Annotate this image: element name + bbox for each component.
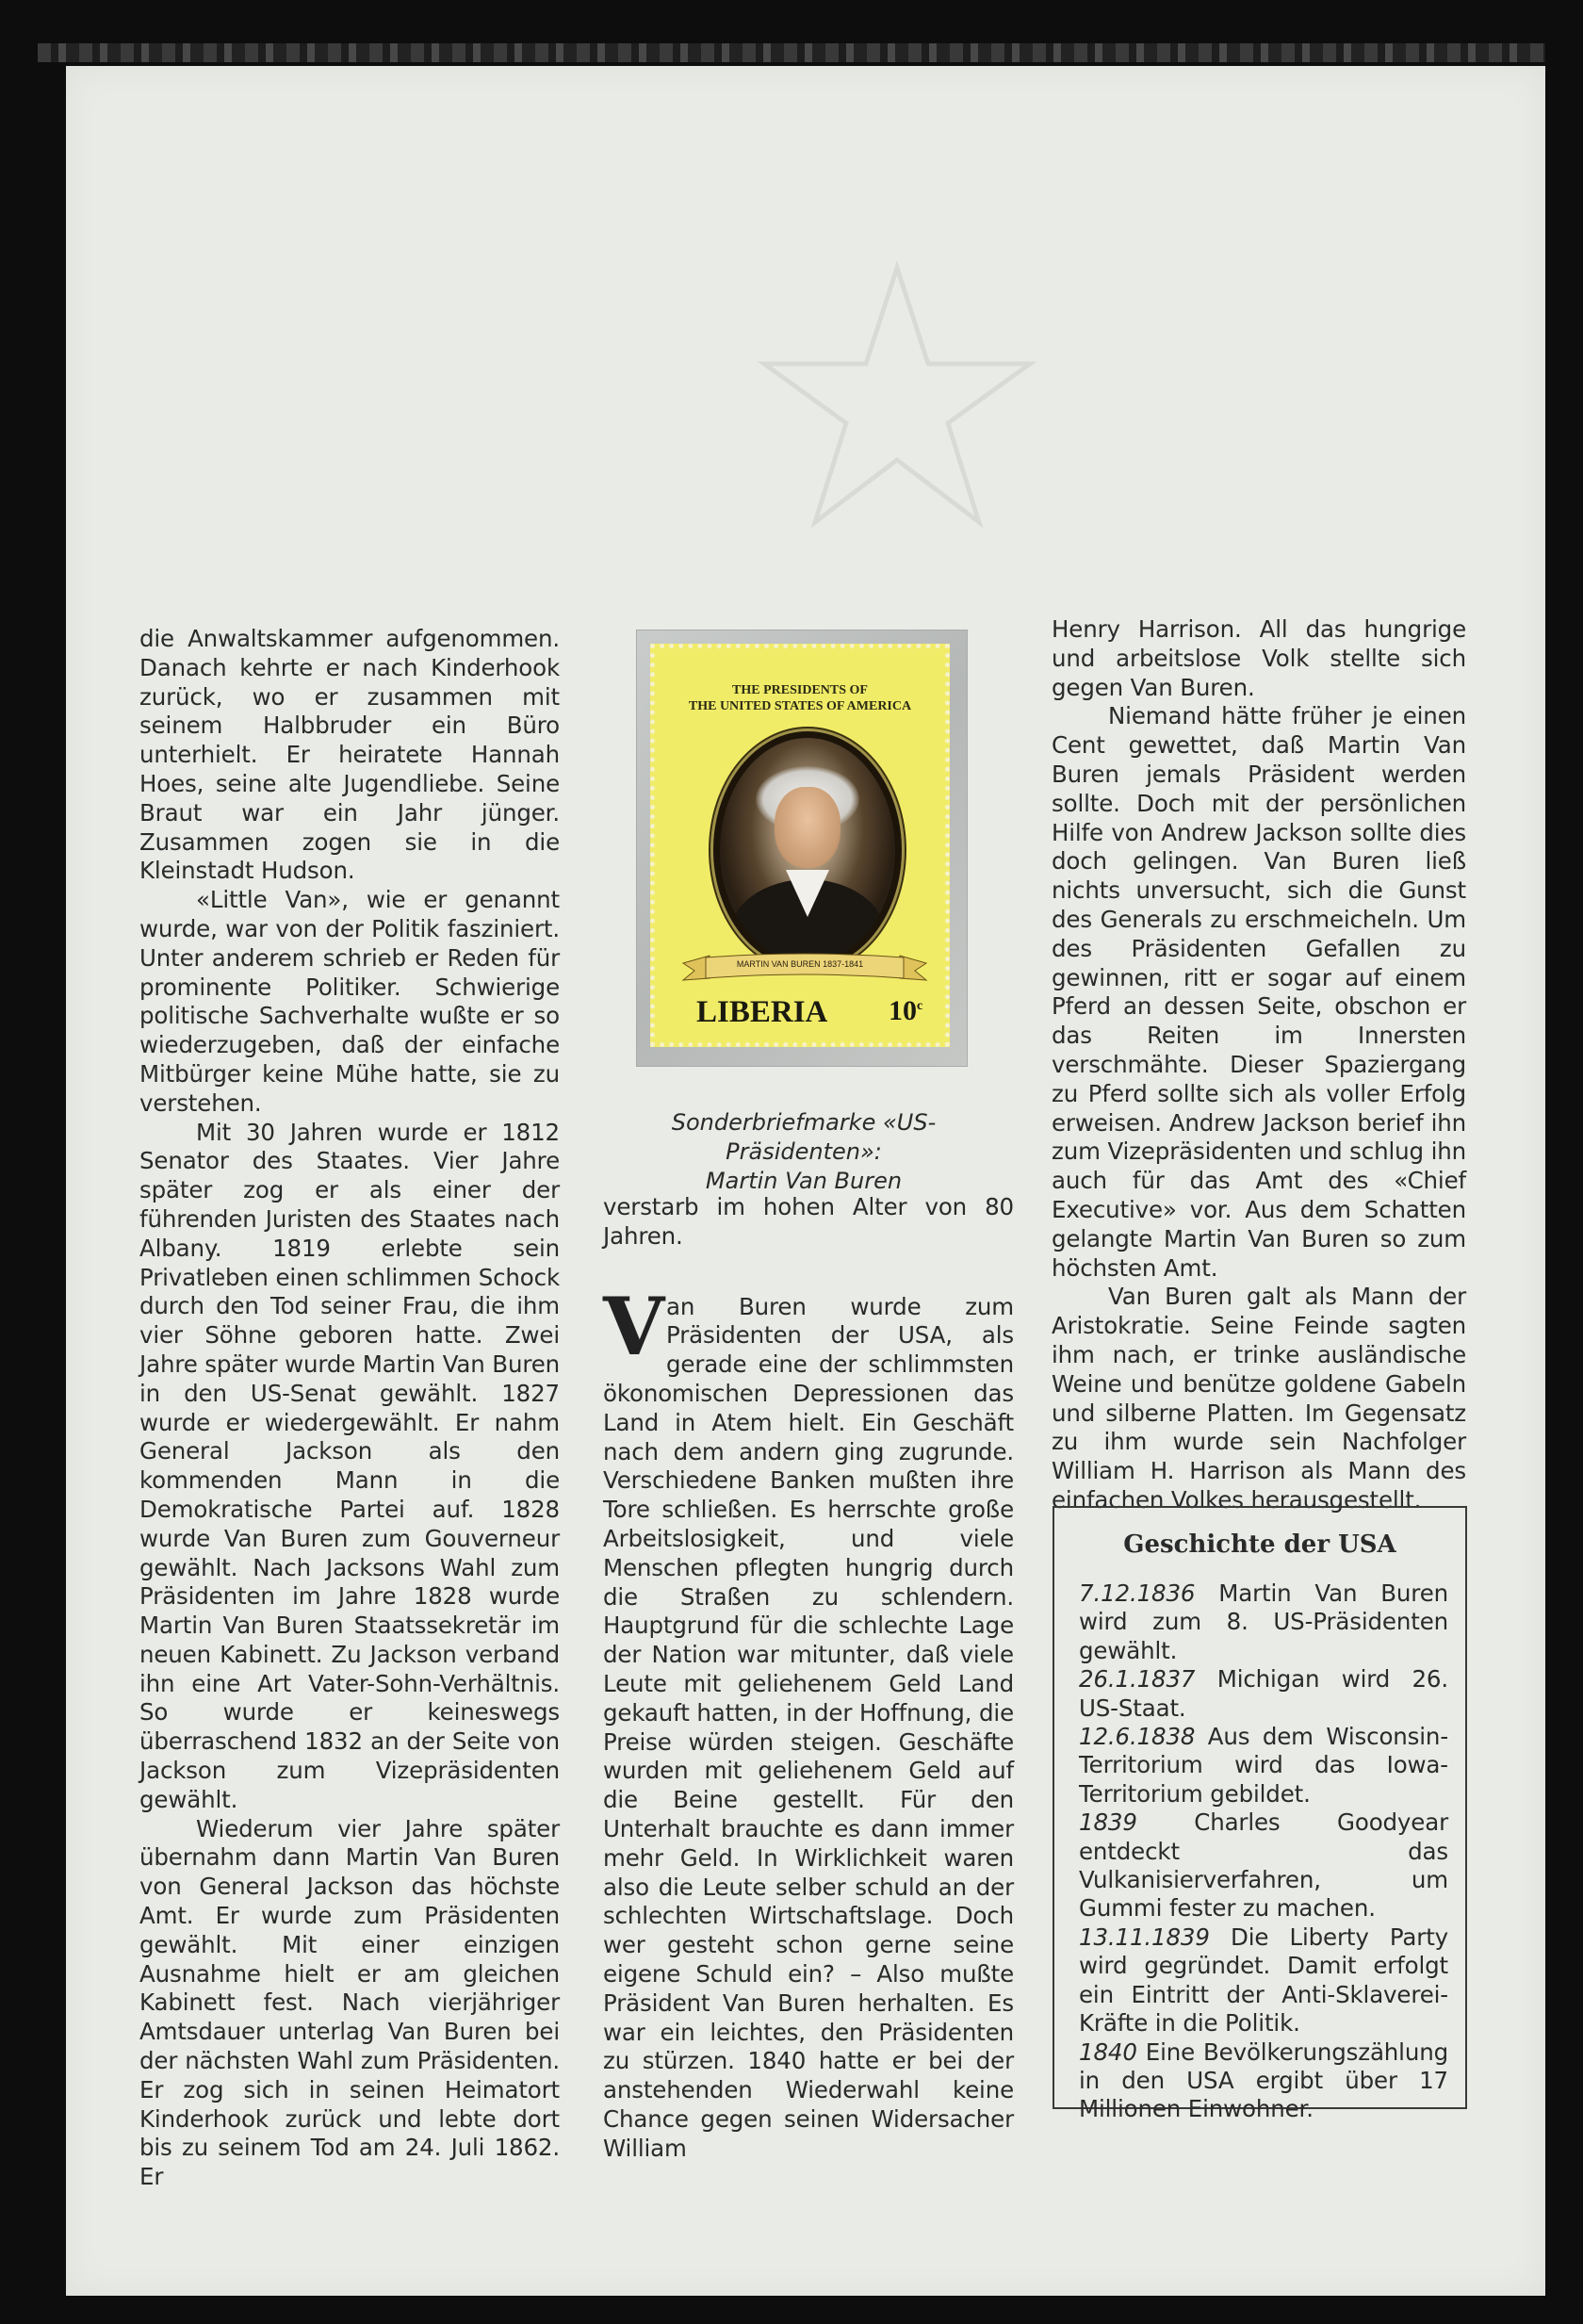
paragraph: Mit 30 Jahren wurde er 1812 Senator des Staates. Vier Jahre später zog er als einer der führenden Juristen des Staates nach Albany. 1819 erlebte sein Privatleben einen schlimmen Schock durch den Tod seiner Frau, die ihm vier Söhne geboren hatte. Zwei Jahre später wurde Martin Van Buren in den US-Senat gewählt. 1827 wurde er wiedergewählt. Er nahm General Jackson als den kommenden Mann in die Demokratische Partei auf. 1828 wurde Van Buren zum Gouverneur gewählt. Nach Jacksons Wahl zum Präsidenten im Jahre 1828 wurde Martin Van Buren Staatssekretär im neuen Kabinett. Zu Jackson verband ihn eine Art Vater-Sohn-Verhältnis. So wurde er keineswegs überraschend 1832 an der Seite von Jackson zum Vizepräsidenten gewählt. — [139, 1118, 561, 1813]
history-entry: 13.11.1839 Die Liberty Party wird gegründet. Damit erfolgt ein Eintritt der Anti-Sklaverei-Kräfte in die Politik. — [1079, 1923, 1448, 2038]
ribbon-label: MARTIN VAN BUREN 1837-1841 — [736, 959, 864, 969]
president-portrait — [713, 731, 902, 969]
paragraph: Niemand hätte früher je einen Cent gewettet, daß Martin Van Buren jemals Präsident werden sollte. Doch mit der persönlichen Hilfe von Andrew Jackson sollte dies doch gelingen. Van Buren ließ nichts unversucht, sich die Gunst des Generals zu erschmeicheln. Um des Präsidenten Gefallen zu gewinnen, ritt er sogar auf einem Pferd an dessen Seite, obschon er das Reiten im Innersten verschmähte. Dieser Spaziergang zu Pferd sollte sich als voller Erfolg erweisen. Andrew Jackson berief ihn zum Vizepräsidenten und schlug ihn auch für das Amt des «Chief Executive» vor. Aus dem Schatten gelangte Martin Van Buren so zum höchsten Amt. — [1052, 702, 1466, 1282]
caption-line: Sonderbriefmarke «US-Präsidenten»: — [671, 1109, 937, 1165]
stamp-header-line: THE PRESIDENTS OF — [732, 683, 868, 697]
paragraph: Van Buren wurde zum Präsidenten der USA, als gerade eine der schlimmsten ökonomischen Depressionen das Land in Atem hielt. Ein Geschäft nach dem andern ging zugrunde. Verschiedene Banken mußten ihre Tore schließen. Es herrschte große Arbeitslosigkeit, und viele Menschen pflegten hungrig durch die Straßen zu schlendern. Hauptgrund für die schlechte Lage der Nation war mitunter, daß viele Leute mit geliehenem Geld Land gekauft hatten, in der Hoffnung, die Preise würden steigen. Geschäfte wurden mit geliehenem Geld auf die Beine gestellt. Für den Unterhalt brauchte es dann immer mehr Geld. In Wirklichkeit waren also die Leute selber schuld an der schlechten Wirtschaftslage. Doch wer gesteht schon gerne seine eigene Schuld ein? – Also mußte Präsident Van Buren herhalten. Es war ein leichtes, den Präsidenten zu stürzen. 1840 hatte er bei der anstehenden Wiederwahl keine Chance gegen seinen Widersacher William — [603, 1279, 1014, 2162]
stamp-header — [655, 682, 945, 714]
stamp-country: LIBERIA — [696, 995, 828, 1029]
history-entry: 12.6.1838 Aus dem Wisconsin-Territorium wird das Iowa-Territorium gebildet. — [1079, 1723, 1449, 1808]
text-column-left — [139, 625, 560, 2192]
paragraph: die Anwaltskammer aufgenommen. Danach kehrte er nach Kinderhook zurück, wo er zusammen mit seinem Halbbruder ein Büro unterhielt. Er heiratete Hannah Hoes, seine alte Jugendliebe. Seine Braut war ein Jahr jünger. Zusammen zogen sie in die Kleinstadt Hudson. — [139, 625, 560, 885]
history-box-title: Geschichte der USA — [1123, 1530, 1396, 1559]
history-entry: 1840 Eine Bevölkerungszählung in den USA ergibt über 17 Millionen Einwohner. — [1079, 2038, 1448, 2123]
history-entry: 1839 Charles Goodyear entdeckt das Vulkanisierverfahren, um Gummi fester zu machen. — [1079, 1808, 1448, 1923]
paragraph: verstarb im hohen Alter von 80 Jahren. — [603, 1193, 1014, 1250]
paragraph: Henry Harrison. All das hungrige und arbeitslose Volk stellte sich gegen Van Buren. — [1052, 615, 1466, 701]
text-column-right — [1052, 615, 1466, 1515]
stamp-value: 10$^c$ — [889, 995, 923, 1026]
sleeve-edge — [38, 43, 1545, 62]
paragraph: Wiederum vier Jahre später übernahm dann Martin Van Buren von General Jackson das höchste Amt. Er wurde zum Präsidenten gewählt. Mit einer einzigen Ausnahme hielt er am gleichen Kabinett fest. Nach vierjähriger Amtsdauer unterlag Van Buren bei der nächsten Wahl zum Präsidenten. Er zog sich in seinen Heimatort Kinderhook zurück und lebte dort bis zu seinem Tod am 24. Juli 1862. Er — [139, 1814, 560, 2191]
embossed-star-icon — [756, 256, 1038, 539]
history-entry: 26.1.1837 Michigan wird 26. US-Staat. — [1079, 1665, 1449, 1722]
stamp-caption — [594, 1108, 1014, 1196]
caption-line: Martin Van Buren — [705, 1168, 903, 1194]
text-column-middle — [603, 1193, 1014, 2164]
history-box — [1053, 1506, 1467, 2123]
liberia-stamp — [650, 644, 950, 1047]
paragraph: Van Buren galt als Mann der Aristokratie. Seine Feinde sagten ihm nach, er trinke ausländische Weine und benütze goldene Gabeln und silberne Platten. Im Gegensatz zu ihm wurde sein Nachfolger William H. Harrison als Mann des einfachen Volkes herausgestellt. — [1052, 1283, 1466, 1514]
drop-cap: V — [603, 1279, 665, 1373]
paragraph: «Little Van», wie er genannt wurde, war von der Politik fasziniert. Unter anderem schrieb er Reden für prominente Politiker. Schwierige politische Sachverhalte wußte er so wiederzugeben, daß der einfache Mitbürger keine Mühe hatte, sie zu verstehen. — [139, 886, 560, 1117]
history-entries — [1079, 1579, 1448, 2124]
stamp-mount — [636, 630, 968, 1067]
history-entry: 7.12.1836 Martin Van Buren wird zum 8. US-Präsidenten gewählt. — [1079, 1579, 1448, 1664]
stamp-header-line: THE UNITED STATES OF AMERICA — [688, 699, 912, 713]
